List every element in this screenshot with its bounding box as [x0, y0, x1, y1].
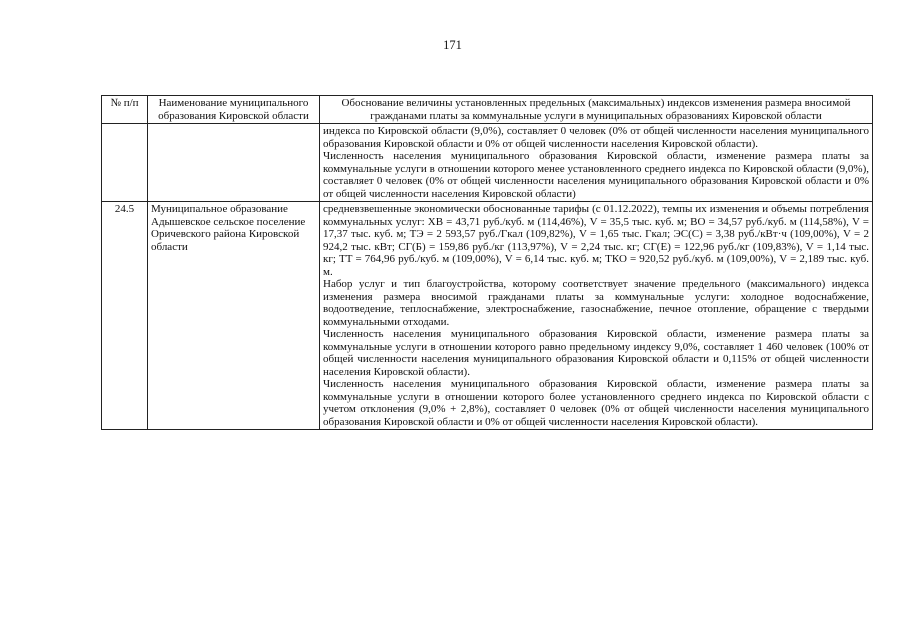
row-number [102, 124, 148, 202]
justification-paragraph: средневзвешенные экономически обоснованные тарифы (с 01.12.2022), темпы их изменения и объемы потребления коммунальных услуг: ХВ = 43,71 руб./куб. м (114,46%), V = 35,5 тыс. куб. м; ВО = 34,57 руб./куб. м (114,58%), V = 17,37 тыс. куб. м; ТЭ = 2 593,57 руб./Гкал (109,82%), V = 1,65 тыс. Гкал; ЭС(С) = 3,38 руб./кВт·ч (109,00%), V = 2 924,2 тыс. кВт; СГ(Б) = 159,86 руб./кг (113,97%), V = 2,24 тыс. кг; СГ(Е) = 122,96 руб./кг (109,83%), V = 1,14 тыс. кг; ТТ = 764,96 руб./куб. м (109,00%), V = 6,14 тыс. куб. м; ТКО = 920,52 руб./куб. м (109,00%), V = 2,189 тыс. куб. м. [323, 203, 869, 278]
row-municipality: Муниципальное образование Адышевское сельское поселение Оричевского района Кировской области [148, 202, 320, 430]
justification-paragraph: Численность населения муниципального образования Кировской области, изменение размера платы за коммунальные услуги в отношении которого более установленного среднего индекса по Кировской области с учетом отклонения (9,0% + 2,8%), составляет 0 человек (0% от общей численности населения муниципального образования Кировской области и 0% от общей численности населения Кировской области). [323, 378, 869, 428]
table-row [102, 202, 873, 430]
page-number: 171 [443, 38, 462, 52]
justification-paragraph: Численность населения муниципального образования Кировской области, изменение размера платы за коммунальные услуги в отношении которого менее установленного среднего индекса по Кировской области (9,0%), составляет 0 человек (0% от общей численности населения муниципального образования Кировской области и 0% от общей численности населения Кировской области) [323, 150, 869, 200]
header-municipality: Наименование муниципального образования Кировской области [148, 96, 320, 124]
table-row [102, 124, 873, 202]
justification-paragraph: Набор услуг и тип благоустройства, которому соответствует значение предельного (максимального) индекса изменения размера вносимой гражданами платы за коммунальные услуги: холодное водоснабжение, водоотведение, теплоснабжение, электроснабжение, газоснабжение, печное отопление, обращение с твердыми коммунальными отходами. [323, 278, 869, 328]
table-header-row [102, 96, 873, 124]
header-justification: Обоснование величины установленных предельных (максимальных) индексов изменения размера вносимой гражданами платы за коммунальные услуги в муниципальных образованиях Кировской области [320, 96, 873, 124]
justification-paragraph: индекса по Кировской области (9,0%), составляет 0 человек (0% от общей численности населения муниципального образования Кировской области и 0% от общей численности населения Кировской области). [323, 125, 869, 150]
tariff-index-table [101, 95, 873, 430]
row-municipality [148, 124, 320, 202]
row-number: 24.5 [102, 202, 148, 430]
row-justification [320, 124, 873, 202]
row-justification [320, 202, 873, 430]
header-no: № п/п [102, 96, 148, 124]
justification-paragraph: Численность населения муниципального образования Кировской области, изменение размера платы за коммунальные услуги в отношении которого равно предельному индексу 9,0%, составляет 1 460 человек (100% от общей численности населения муниципального образования Кировской области и 0,115% от общей численности населения Кировской области). [323, 328, 869, 378]
